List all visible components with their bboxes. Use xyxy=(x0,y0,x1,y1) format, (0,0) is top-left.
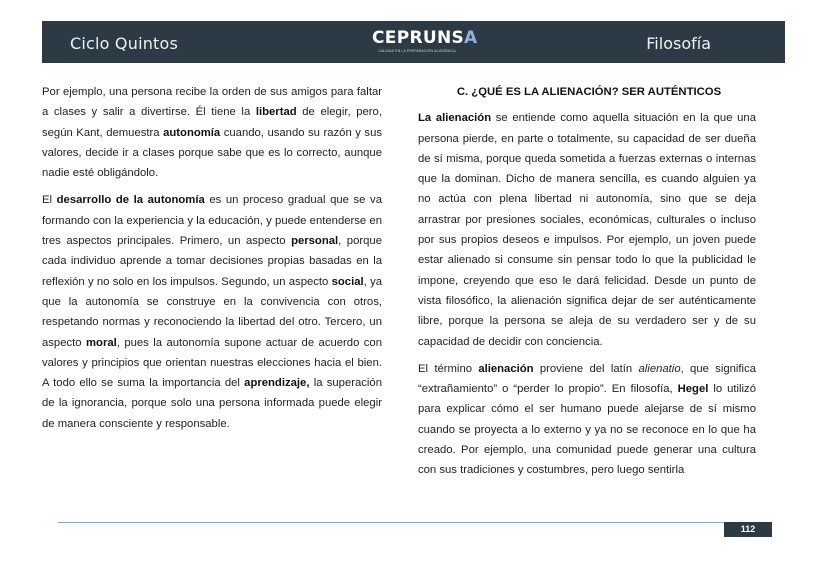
text-run: la superación de la ignorancia, porque solo una persona informada puede elegir de manera consciente y responsable. xyxy=(42,377,382,430)
bold-term-aprendizaje: aprendizaje, xyxy=(244,377,310,390)
logo-name xyxy=(372,28,478,48)
bold-term-autonomia: autonomía xyxy=(163,126,221,139)
subject-title: Filosofía xyxy=(646,34,711,53)
bold-term-desarrollo: desarrollo de la autonomía xyxy=(56,194,205,207)
text-run: El xyxy=(42,194,57,207)
section-heading: C. ¿QUÉ ES LA ALIENACIÓN? SER AUTÉNTICOS xyxy=(456,86,722,98)
text-run: cuando, usando su razón y sus valores, decide ir a clases porque sabe que es lo correcto, aunque nadie esté obligándolo. xyxy=(42,126,383,180)
bold-term-alienacion: alienación xyxy=(478,362,534,375)
text-run: , porque cada individuo aprende a tomar decisiones propias basadas en la reflexión y no solo en los impulsos. Segundo, un aspecto xyxy=(42,235,382,288)
text-run: proviene del latín xyxy=(533,362,639,375)
text-run: , ya que la autonomía se construye en la convivencia con otros, respetando normas y reconociendo la libertad del otro. Tercero, un aspecto xyxy=(42,275,383,349)
bold-term-libertad: libertad xyxy=(255,106,297,119)
text-run: lo utilizó para explicar cómo el ser humano puede alejarse de sí mismo cuando se proyecta a lo externo y ya no se reconoce en lo que ha creado. Por ejemplo, una comunidad puede generar una cultura con sus tradiciones y costumbres, pero luego sentirla xyxy=(418,383,756,477)
paragraph-alienation-definition xyxy=(418,108,756,352)
bold-term-social: social xyxy=(331,275,364,288)
logo-tagline: CALIDAD EN LA PREPARACIÓN ACADÉMICA xyxy=(378,49,456,53)
left-column xyxy=(42,82,382,441)
text-run: Por ejemplo, una persona recibe la orden de sus amigos para faltar a clases y salir a divertirse. Él tiene la xyxy=(42,86,382,119)
text-run: El término xyxy=(418,362,479,375)
text-run: se entiende como aquella situación en la que una persona pierde, en parte o totalmente, su capacidad de ser dueña de sí misma, porque queda sometida a fuerzas externas o internas que la dominan. Dicho de manera sencilla, es cuando alguien ya no actúa con plena libertad ni autonomía, sino que se deja arrastrar por presiones sociales, económicas, culturales o incluso por sus propios deseos e impulsos. Por ejemplo, un joven puede estar alienado si consume sin pensar todo lo que la publicidad le impone, creyendo que eso le dará felicidad. Desde un punto de vista filosófico, la alienación significa dejar de ser auténticamente libre, porque la persona se aleja de su verdadero ser y de su capacidad de decidir con conciencia. xyxy=(418,112,756,348)
bold-term-la-alienacion: La alienación xyxy=(418,112,492,125)
cepruna-logo xyxy=(372,28,478,53)
paragraph-alienation-origin xyxy=(418,359,756,481)
text-run: de elegir, pero, según Kant, demuestra xyxy=(42,106,382,139)
footer-divider xyxy=(58,522,771,523)
bold-term-personal: personal xyxy=(291,235,339,248)
page-header xyxy=(42,21,785,63)
paragraph-kant-example xyxy=(42,82,382,183)
bold-term-hegel: Hegel xyxy=(677,383,709,396)
text-run: es un proceso gradual que se va formando con la experiencia y la educación, y puede entenderse en tres aspectos principales. Primero, un aspecto xyxy=(42,194,382,248)
paragraph-autonomy-development xyxy=(42,190,382,434)
course-title: Ciclo Quintos xyxy=(70,34,179,53)
bold-term-moral: moral xyxy=(86,336,117,349)
text-run: , pues la autonomía supone actuar de acuerdo con valores y principios que orientan nuestras elecciones hacia el bien. A todo ello se suma la importancia del xyxy=(42,336,382,390)
right-column xyxy=(418,82,756,488)
page-number: 112 xyxy=(724,522,772,537)
text-run: , que significa “extrañamiento” o “perder lo propio”. En filosofía, xyxy=(418,362,756,396)
logo-name-main: CEPRUNS xyxy=(372,28,465,48)
italic-term-alienatio: alienatio xyxy=(638,362,681,375)
logo-name-accent: A xyxy=(464,28,478,48)
